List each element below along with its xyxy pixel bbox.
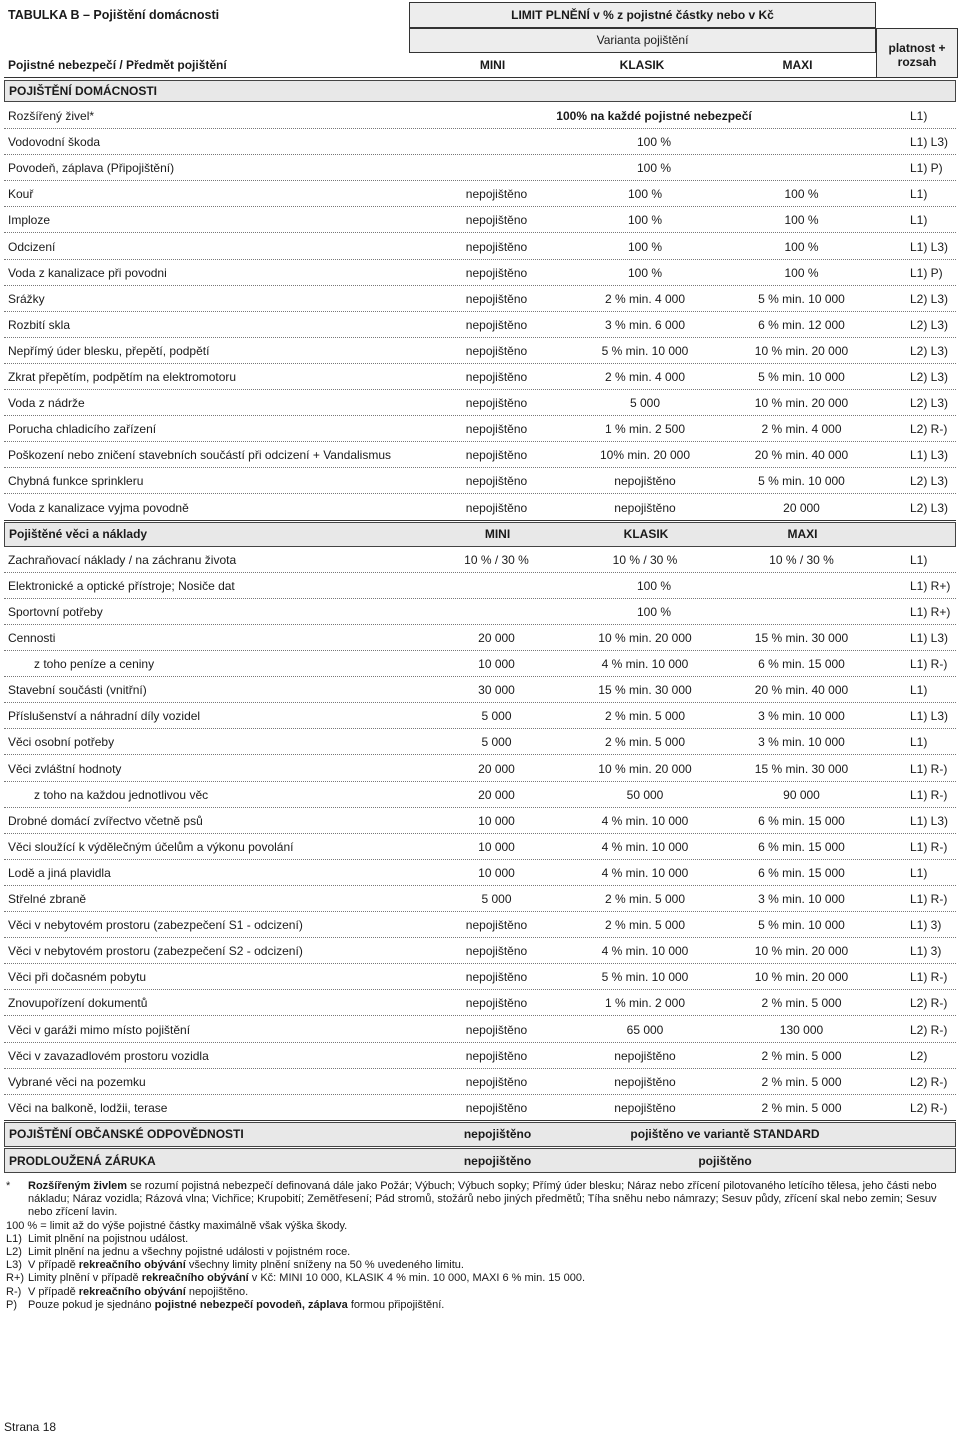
row-label: Povodeň, záplava (Připojištění) [8,161,175,176]
footnote-emphasis: rekreačního obývání [78,1259,186,1272]
table-row [4,757,956,782]
row-label: Odcizení [8,239,56,254]
footnote-text: Limit plnění na pojistnou událost. [28,1232,189,1245]
row-value-klasik: 3 % min. 6 000 [604,317,686,332]
row-value-klasik: 65 000 [626,1022,664,1037]
row-value-klasik: 2 % min. 5 000 [604,735,686,750]
table-row [4,809,956,834]
row-value-maxi: 3 % min. 10 000 [758,892,845,907]
row-validity: L1) [910,735,928,750]
row-value-klasik-maxi: pojištěno [698,1153,752,1168]
row-value-klasik: 4 % min. 10 000 [601,839,689,854]
row-value-maxi: 90 000 [783,787,820,802]
row-validity: L2) L3) [910,343,949,358]
footnote-text: 100 % = limit až do výše pojistné částky maximálně však výška škody. [6,1219,348,1232]
table-row [4,783,956,808]
row-value-mini: 30 000 [478,683,515,698]
row-label: Nepřímý úder blesku, přepětí, podpětí [8,343,210,358]
row-value-mini: nepojištěno [465,187,528,202]
table-row [4,235,956,260]
column-mini-heading: MINI [479,58,506,72]
table-row [4,704,956,729]
row-value-klasik: 4 % min. 10 000 [601,657,689,672]
row-value-maxi: 6 % min. 15 000 [758,657,845,672]
row-value-mini: nepojištěno [463,1127,532,1142]
row-validity: L1) R-) [910,761,948,776]
table-row [4,130,956,155]
footnote-mark: L2) [6,1246,22,1259]
row-value-klasik: nepojištěno [614,1048,676,1063]
row-value-all-variants: 100 % [636,604,672,619]
row-value-maxi: 5 % min. 10 000 [758,291,845,306]
row-validity: L2) L3) [910,500,949,515]
row-value-klasik: 100 % [627,187,663,202]
limit-heading-text: LIMIT PLNĚNÍ v % z pojistné částky nebo v Kč [511,8,774,22]
row-validity [885,523,957,546]
row-value-maxi: 2 % min. 5 000 [761,1048,842,1063]
row-value-maxi: 20 % min. 40 000 [754,448,849,463]
row-value-maxi: 100 % [784,213,819,228]
row-value-klasik: 2 % min. 5 000 [604,892,686,907]
footnote-mark: R-) [6,1285,22,1298]
row-value-all-variants: 100 % [636,161,672,176]
table-row [4,991,956,1016]
row-validity: L2) R-) [910,1100,948,1115]
row-value-maxi: 10 % min. 20 000 [754,970,849,985]
row-label: Imploze [8,213,51,228]
section-title: POJIŠTĚNÍ DOMÁCNOSTI [9,84,158,98]
row-value-maxi: 100 % [784,239,819,254]
row-label: Zachraňovací náklady / na záchranu života [8,552,237,567]
footnote [6,1180,951,1220]
row-label-heading: Pojistné nebezpečí / Předmět pojištění [8,58,227,72]
footnote-text-pre: Limity plnění v případě [28,1272,142,1285]
row-value-klasik: KLASIK [623,527,669,542]
table-row [4,443,956,468]
row-label: z toho na každou jednotlivou věc [34,787,209,802]
row-value-klasik: 5 % min. 10 000 [601,343,689,358]
row-label: Věci v nebytovém prostoru (zabezpečení S2 - odcizení) [8,944,303,959]
row-validity: L1) 3) [910,918,942,933]
section-pojisteni-domacnosti [4,80,956,102]
row-validity: L1) R-) [910,787,948,802]
row-label: Kouř [8,187,34,202]
row-value-mini: 20 000 [478,761,515,776]
row-value-klasik: nepojištěno [614,1074,676,1089]
table-row [4,417,956,442]
table-row [4,652,956,677]
row-value-maxi: 10 % min. 20 000 [754,944,849,959]
row-value-klasik: 100 % [627,239,663,254]
table-row [4,339,956,364]
row-validity: L1) [910,683,928,698]
row-value-mini: 5 000 [481,892,512,907]
row-value-mini: nepojištěno [465,265,528,280]
row-value-klasik: 50 000 [626,787,664,802]
row-value-klasik: 10 % min. 20 000 [598,761,692,776]
row-value-maxi: 6 % min. 12 000 [758,317,845,332]
footnote-text-pre: V případě [28,1285,79,1298]
row-validity: L1) [910,865,928,880]
table-row [4,496,956,521]
table-row [4,861,956,886]
row-validity: L2) L3) [910,317,949,332]
row-label: Vodovodní škoda [8,135,101,150]
variant-heading-text: Varianta pojištění [596,33,689,47]
row-value-maxi: 10 % / 30 % [769,552,834,567]
row-validity: L2) L3) [910,370,949,385]
row-label: Lodě a jiná plavidla [8,865,111,880]
limit-heading [409,2,876,28]
footnote-mark: * [6,1180,11,1192]
row-validity: L1) L3) [910,813,949,828]
footnote-emphasis: rekreačního obývání [78,1285,186,1298]
row-label: Chybná funkce sprinkleru [8,474,144,489]
row-value-klasik: 10 % / 30 % [612,552,678,567]
footnote [6,1233,951,1246]
row-value-klasik: 1 % min. 2 000 [604,996,686,1011]
row-label: Zkrat přepětím, podpětím na elektromotoru [8,370,237,385]
row-value-klasik: 2 % min. 5 000 [604,709,686,724]
table-row [4,887,956,912]
row-label: Rozbití skla [8,317,71,332]
row-validity: L1) P) [910,161,943,176]
row-validity [885,1149,957,1172]
table-row [4,835,956,860]
row-label: Poškození nebo zničení stavebních součástí při odcizení + Vandalismus [8,448,391,463]
row-value-maxi: 20 % min. 40 000 [754,683,849,698]
row-value-mini: nepojištěno [465,448,528,463]
row-value-mini: nepojištěno [465,343,528,358]
row-label: Stavební součásti (vnitřní) [8,683,147,698]
row-label: Pojištěné věci a náklady [9,527,148,542]
table-row [4,156,956,181]
row-value-klasik: 5 % min. 10 000 [601,970,689,985]
row-value-mini: nepojištěno [465,1100,528,1115]
footnote-text-pre: V případě [28,1259,79,1272]
table-row [4,730,956,755]
footnote [6,1299,951,1312]
row-value-mini: 5 000 [481,735,512,750]
row-label: Vybrané věci na pozemku [8,1074,146,1089]
column-klasik-heading: KLASIK [619,58,665,72]
row-label: Cennosti [8,631,56,646]
row-label: Střelné zbraně [8,892,87,907]
header-rule [4,77,958,78]
footnote [6,1286,951,1299]
row-label: Věci v zavazadlovém prostoru vozidla [8,1048,209,1063]
table-row [4,208,956,233]
row-value-mini: nepojištěno [465,422,528,437]
row-validity: L2) R-) [910,996,948,1011]
row-value-klasik: 1 % min. 2 500 [604,422,686,437]
row-value-klasik: 2 % min. 4 000 [604,291,686,306]
table-row [4,391,956,416]
table-row [4,313,956,338]
row-value-mini: 10 000 [478,839,515,854]
row-value-klasik: 10 % min. 20 000 [598,631,692,646]
table-row [4,574,956,599]
table-row [4,965,956,990]
row-validity: L1) R-) [910,892,948,907]
table-row [4,365,956,390]
table-row [4,1018,956,1043]
row-label: Věci osobní potřeby [8,735,115,750]
row-validity: L2) L3) [910,396,949,411]
row-validity: L2) R-) [910,1074,948,1089]
column-maxi-heading: MAXI [782,58,813,72]
row-label: Věci zvláštní hodnoty [8,761,122,776]
row-value-mini: 10 000 [478,657,515,672]
row-value-maxi: 100 % [784,187,819,202]
row-value-maxi: 20 000 [783,500,820,515]
row-value-klasik: 100 % [627,265,663,280]
row-label: Věci v garáži mimo místo pojištění [8,1022,191,1037]
row-value-maxi: 3 % min. 10 000 [758,735,845,750]
row-value-maxi: 130 000 [779,1022,824,1037]
row-value-mini: 20 000 [478,631,515,646]
row-value-klasik: 2 % min. 4 000 [604,370,686,385]
row-value-klasik: 4 % min. 10 000 [601,865,689,880]
footnote-text: všechny limity plnění sníženy na 50 % uvedeného limitu. [185,1259,464,1272]
row-value-all-variants: 100% na každé pojistné nebezpečí [556,109,752,124]
row-label: Srážky [8,291,45,306]
row-label: Voda z nádrže [8,396,85,411]
row-value-mini: nepojištěno [465,1074,528,1089]
row-label: Voda z kanalizace vyjma povodně [8,500,189,515]
row-label: Věci na balkoně, lodžii, terase [8,1100,168,1115]
row-value-klasik: nepojištěno [614,474,676,489]
footnote-text: formou připojištění. [347,1298,445,1311]
row-value-klasik: 4 % min. 10 000 [601,813,689,828]
row-validity: L1) L3) [910,631,949,646]
row-label: Elektronické a optické přístroje; Nosiče dat [8,578,235,593]
row-value-maxi: 6 % min. 15 000 [758,865,845,880]
row-value-maxi: 5 % min. 10 000 [758,474,845,489]
page-number: Strana 18 [4,1420,57,1434]
row-value-mini: 10 % / 30 % [464,552,529,567]
row-value-mini: nepojištěno [465,239,528,254]
row-validity: L1) P) [910,265,943,280]
table-row [4,626,956,651]
row-label: Sportovní potřeby [8,604,103,619]
row-validity: L2) [910,1048,928,1063]
footnote-mark: R+) [6,1272,25,1285]
footnote-mark: P) [6,1298,17,1311]
row-validity: L1) [910,187,928,202]
table-row [4,261,956,286]
row-validity: L1) [910,213,928,228]
row-label: Porucha chladicího zařízení [8,422,157,437]
row-value-mini: 10 000 [478,865,515,880]
row-value-klasik: 10% min. 20 000 [599,448,691,463]
row-value-mini: nepojištěno [465,996,528,1011]
footnote-mark: L1) [6,1232,22,1245]
row-value-mini: nepojištěno [465,474,528,489]
row-label: Znovupořízení dokumentů [8,996,148,1011]
row-validity: L1) [910,109,928,124]
footnote-text-pre: Pouze pokud je sjednáno [28,1298,155,1311]
row-value-mini: nepojištěno [465,918,528,933]
row-value-maxi: 2 % min. 4 000 [761,422,842,437]
row-validity: L1) L3) [910,135,949,150]
table-row [4,913,956,938]
row-value-maxi: 2 % min. 5 000 [761,996,842,1011]
row-validity: L2) L3) [910,474,949,489]
footnote-emphasis: Rozšířeným živlem [28,1180,128,1192]
row-value-maxi: 15 % min. 30 000 [754,761,849,776]
row-validity: L1) L3) [910,709,949,724]
table-row [4,1044,956,1069]
footnote-text: Limit plnění na jednu a všechny pojistné události v pojistném roce. [28,1246,351,1259]
footnote [6,1272,951,1285]
row-label: Drobné domácí zvířectvo včetně psů [8,813,203,828]
row-value-mini: nepojištěno [465,396,528,411]
table-row [4,1148,956,1173]
footnote-text: v Kč: MINI 10 000, KLASIK 4 % min. 10 000, MAXI 6 % min. 15 000. [248,1272,586,1285]
row-label: Rozšířený živel* [8,109,95,124]
row-value-all-variants: 100 % [636,578,672,593]
row-validity: L1) 3) [910,944,942,959]
row-value-mini: nepojištěno [465,1048,528,1063]
row-value-maxi: MAXI [787,527,818,542]
row-value-mini: nepojištěno [465,370,528,385]
row-value-klasik: 2 % min. 5 000 [604,918,686,933]
row-value-maxi: 10 % min. 20 000 [754,396,849,411]
row-label: PRODLOUŽENÁ ZÁRUKA [9,1153,156,1168]
row-value-klasik-maxi: pojištěno ve variantě STANDARD [630,1127,820,1142]
row-validity: L1) R-) [910,970,948,985]
table-row [4,287,956,312]
row-value-mini: nepojištěno [463,1153,532,1168]
table-row [4,522,956,547]
row-validity [885,1123,957,1146]
row-value-maxi: 15 % min. 30 000 [754,631,849,646]
row-validity: L2) R-) [910,422,948,437]
row-value-maxi: 2 % min. 5 000 [761,1074,842,1089]
row-validity: L1) R-) [910,657,948,672]
footnote-text: se rozumí pojistná nebezpečí definovaná dále jako Požár; Výbuch; Výbuch sopky; Přímý úder blesku; Náraz nebo zřícení pilotovaného letícího tělesa, jeho části nebo nákladu; Náraz vozidla; Rázová vlna; Vichřice; Krupobití; Zemětřesení; Pád stromů, stožárů nebo jiných předmětů; Tíha sněhu nebo námrazy; Sesuv půdy, zřícení skal nebo zemin; Sesuv nebo zřícení lavin. [28,1180,937,1219]
row-value-mini: 20 000 [478,787,515,802]
row-value-mini: nepojištěno [465,970,528,985]
table-row [4,600,956,625]
footnote-emphasis: pojistné nebezpečí povodeň, záplava [154,1298,348,1311]
row-value-mini: nepojištěno [465,1022,528,1037]
row-validity: L1) R-) [910,839,948,854]
row-value-klasik: nepojištěno [614,1100,676,1115]
row-label: z toho peníze a ceniny [34,657,155,672]
footnote-text: nepojištěno. [185,1285,249,1298]
validity-heading-line2: rozsah [897,55,937,69]
row-label: Věci při dočasném pobytu [8,970,147,985]
row-validity: L1) R+) [910,578,951,593]
table-row [4,1070,956,1095]
row-value-maxi: 5 % min. 10 000 [758,370,845,385]
row-value-klasik: 15 % min. 30 000 [598,683,692,698]
row-label: Příslušenství a náhradní díly vozidel [8,709,201,724]
row-label: Věci v nebytovém prostoru (zabezpečení S1 - odcizení) [8,918,303,933]
row-value-mini: nepojištěno [465,944,528,959]
row-value-klasik: 5 000 [629,396,661,411]
row-validity: L1) L3) [910,448,949,463]
variant-heading [409,28,876,53]
table-row [4,1096,956,1121]
footnote [6,1220,951,1233]
row-validity: L2) R-) [910,1022,948,1037]
row-validity: L2) L3) [910,291,949,306]
footnote [6,1259,951,1272]
row-validity: L1) [910,552,928,567]
footnote-emphasis: rekreačního obývání [141,1272,249,1285]
table-row [4,469,956,494]
row-label: Voda z kanalizace při povodni [8,265,167,280]
table-row [4,182,956,207]
table-title: TABULKA B – Pojištění domácnosti [8,8,220,22]
row-value-mini: nepojištěno [465,291,528,306]
footnotes [6,1180,951,1312]
row-label: POJIŠTĚNÍ OBČANSKÉ ODPOVĚDNOSTI [9,1127,244,1142]
row-validity: L1) R+) [910,604,951,619]
row-value-mini: nepojištěno [465,213,528,228]
row-value-mini: 10 000 [478,813,515,828]
row-label: Věci sloužící k výdělečným účelům a výkonu povolání [8,839,294,854]
validity-heading-line1: platnost + [888,41,946,55]
table-row [4,1122,956,1147]
table-row [4,548,956,573]
row-value-mini: MINI [484,527,511,542]
row-value-mini: 5 000 [481,709,512,724]
row-value-mini: nepojištěno [465,317,528,332]
table-row [4,104,956,129]
row-value-maxi: 6 % min. 15 000 [758,839,845,854]
footnote [6,1246,951,1259]
row-value-maxi: 100 % [784,265,819,280]
table-row [4,678,956,703]
footnote-mark: L3) [6,1259,22,1272]
row-value-maxi: 10 % min. 20 000 [754,343,849,358]
row-value-maxi: 5 % min. 10 000 [758,918,845,933]
table-row [4,939,956,964]
row-value-maxi: 3 % min. 10 000 [758,709,845,724]
row-validity: L1) L3) [910,239,949,254]
row-value-klasik: 4 % min. 10 000 [601,944,689,959]
row-value-mini: nepojištěno [465,500,528,515]
validity-heading [876,28,958,78]
row-value-klasik: nepojištěno [614,500,676,515]
row-value-maxi: 6 % min. 15 000 [758,813,845,828]
row-value-klasik: 100 % [627,213,663,228]
row-value-maxi: 2 % min. 5 000 [761,1100,842,1115]
row-value-all-variants: 100 % [636,135,672,150]
